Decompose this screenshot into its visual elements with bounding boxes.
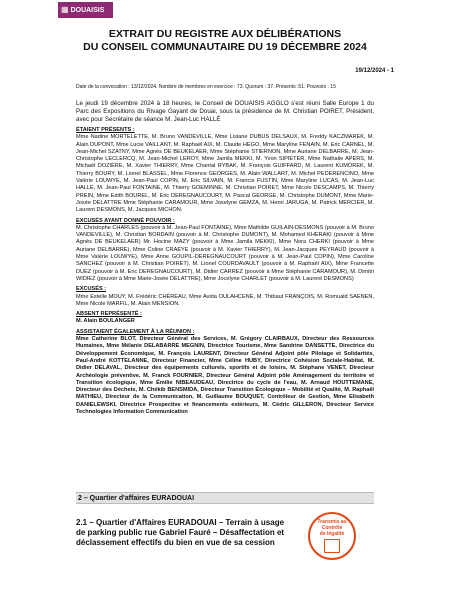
- presents-heading: ÉTAIENT PRÉSENTS :: [76, 127, 135, 133]
- excuses-pouvoir-list: M. Christophe CHARLES (pouvoir à M. Jean-Paul FONTAINE), Mme Mathilde GUILAIN-DESMONS (pouvoir à M. Bruno VANDEVILLE), M. Christian BORDAIN (pouvoir à M. Christophe DUMONT), M. Mohamed KHERAKI (pouvoir à Mme Agnès DE BEUKELAER) Mr. Hocine MAZY (pouvoir à Mme Jamila MEKKI), Mme Nora CHERKI (pouvoir à Mme Auriane DELBARRE), Mme Coline CRAEYE (pouvoir à M. Xavier THIERRY), M. Jean-Jacques PEYRAUD (pouvoir à Mme Valérie LOUWYE), Mme Anne GOUPIL-DEREGNAUCOURT (pouvoir à M. Jean-Paul COPIN), Mme Caroline SANCHEZ (pouvoir à M. Christian POIRET), M. Lionel COURDAVAULT (pouvoir à M. Raphaël AIX), Mme Francette DUEZ (pouvoir à M. Eric DEREGNAUCOURT), M. Didier CARREZ (pouvoir à Mme Stéphanie CARAMOUR), M. Dimitri WIDIEZ (pouvoir à Mme Marie-Josée DELATTRE), Mme Jocelyne CHARLET (pouvoir à M. Laurent DESMONS): [76, 224, 375, 282]
- legality-stamp: [308, 512, 356, 560]
- section-bar: 2 – Quartier d'affaires EURADOUAI: [76, 492, 374, 504]
- agenda-item-title: 2.1 – Quartier d'Affaires EURADOUAI – Terrain à usage de parking public rue Gabriel Fauré – Désaffectation et déclassement effectifs du bien en vue de sa cession: [76, 518, 285, 547]
- absent-list: M. Alain BOULANGER: [76, 318, 135, 325]
- absent-heading: ABSENT REPRÉSENTÉ :: [76, 311, 142, 318]
- excuses-heading: EXCUSÉS :: [76, 286, 107, 293]
- logo-mark-icon: ▦: [61, 5, 69, 14]
- excuses-list: Mme Estelle MOUY, M. Frédéric CHÉREAU, Mme Avida OULAHCENE, M. Thibaut FRANÇOIS, M. Romuald SAENEN, Mme Nicole MARFIL, M. Alain MENSION.: [76, 293, 374, 307]
- presents-list: Mme Nadine MORTELETTE, M. Bruno VANDEVILLE, Mme Lisiane DUBUS DELSAUX, M. Freddy KACZMAREK, M. Alain DUPONT, Mme Lucie VAILLANT, M. Raphaël AIX, M. Claude HEGO, Mme Maryline FENAIN, M. Eric CARNEL, M. Jean-Michel SZATNY, Mme Agnès DE BEUKELAER, Mme Stéphanie STIERNON, Mme Auriane DELBARRE, M. Jean-Christophe LECLERCQ, M. Jean-Michel LEROY, Mme Jamila MEKKI, M. Yvon SIPIETER, Mme Nathalie APERS, M. Michaël DOZIÈRE, M. Xavier THIERRY, Mme Chantal RYBAK, M. François GUIFFARD, M. Laurent KUMOREK, M. Thierry BOURY, M. Lionel BLASSEL, Mme Florence GEORGES, M. Alain WALLART, M. Michel PEDERENCINO, Mme Valérie LOUWYE, M. Jean-Paul COPIN, M. Eric SILVAIN, M. Francis FUSTIN, Mme Maryline LUCAS, M. Jean-Luc HALLÉ, M. Jean-Paul FONTAINE, M. Thierry GOEMINNE, M. Christian POIRET, Mme Nicole DESCAMPS, M. Thierry PREIN, Mme Edith BOUREL, M. Eric DEREGNAUCOURT, M. Pascal GEORGE, M. Christophe DUMONT, Mme Marie-Josée DELATTRE Mme Stéphanie CARAMOUR, Mme Joselyne GEMZA, M. Henri JARUGA, M. Patrick MERCIER, M. Laurent DESMONS, M. Jacques MICHON.: [76, 134, 374, 214]
- document-title: [0, 28, 450, 54]
- assistaient-heading: ASSISTAIENT ÉGALEMENT À LA RÉUNION :: [76, 328, 195, 335]
- title-line-1: EXTRAIT DU REGISTRE AUX DÉLIBÉRATIONS: [108, 28, 342, 40]
- assistaient-list: Mme Catherine BLOT, Directeur Général des Services, M. Grégory CLAIRBAUX, Directeur des Ressources Humaines, Mme Mélanie DELABARRE MEGNIN, Directrice Tourisme, Mme Sandrine DANSETTE, Directrice du Développement Économique, M. François LAURENT, Directeur Général Adjoint pôle Pilotage et Solidarités, Paul-André KOTTELANNE, Directeur Financier, Mme Céline HUBY, Directrice Cohésion Sociale-Habitat, M. Didier DELAVAL, Directeur des équipements culturels, sportifs et de loisirs, M. Stéphane VENET, Directeur Archéologie préventive, M. Franck FOURNIER, Directeur Général Adjoint pôle Aménagement du territoire et Transition écologique, Mme Émilie NIBEAUDEAU, Directrice du cycle de l'eau, M. Arnaud HOUTTEMANE, Directeur des Déchets, M. Chékib BENSMIDA, Directeur Transition Écologique – Mobilité et Qualité, M. Raphaël MATHIEU, Directeur de la Communication, M. Guillaume BOUQUET, Contrôleur de Gestion, Mme Elisabeth DANIELEWSKI, Directrice Prospective et financements extérieurs, M. Cédric GILLERON, Directeur Service Technologies Information Communication: [76, 336, 374, 415]
- stamp-text: Transmis au Contrôle de légalité: [317, 519, 347, 537]
- intro-paragraph: Le jeudi 19 décembre 2024 à 18 heures, le Conseil de DOUAISIS AGGLO s'est réuni Salle Europe 1 du Parc des Expositions du Rivage Gayant de Douai, sous la présidence de M. Christian POIRET, Président, avec pour Secrétaire de séance M. Jean-Luc HALLÉ: [76, 100, 374, 123]
- excuses-pouvoir-heading: EXCUSÉS AYANT DONNÉ POUVOIR :: [76, 217, 175, 224]
- reference-number: 19/12/2024 - 1: [355, 68, 394, 74]
- logo: [58, 2, 113, 18]
- logo-text: DOUAISIS: [70, 6, 105, 14]
- document-body: [76, 100, 374, 419]
- title-line-2: DU CONSEIL COMMUNAUTAIRE DU 19 DÉCEMBRE 2024: [83, 41, 367, 53]
- meeting-meta: Date de la convocation : 13/12/2024. Nombre de membres en exercice : 73. Quorum : 37. Présents :51. Pouvoirs : 15: [76, 84, 336, 90]
- calendar-icon: [324, 539, 340, 553]
